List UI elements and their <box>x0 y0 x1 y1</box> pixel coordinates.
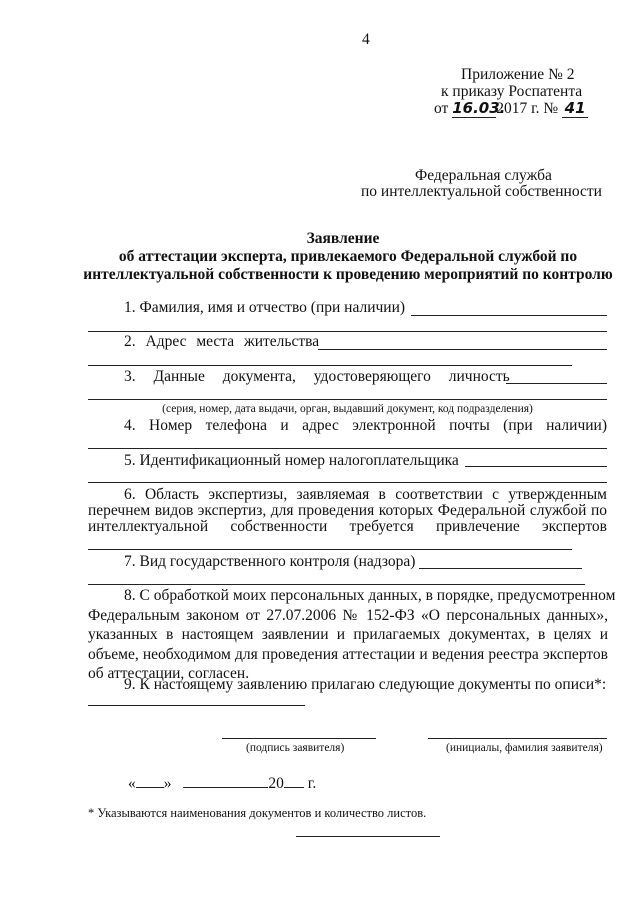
item-9-label: 9. К настоящему заявлению прилагаю следующие документы по описи*: <box>124 676 607 693</box>
item-3-field[interactable] <box>506 383 607 384</box>
item-7-field-continued[interactable] <box>88 584 585 585</box>
year-field[interactable] <box>284 773 304 788</box>
day-field[interactable] <box>136 773 164 788</box>
item-5-field-continued[interactable] <box>88 482 607 483</box>
heading-line-2: об аттестации эксперта, привлекаемого Федеральной службой по <box>118 248 578 265</box>
name-field[interactable] <box>428 738 607 739</box>
appendix-from: от <box>434 100 449 117</box>
name-label: (инициалы, фамилия заявителя) <box>446 742 603 754</box>
item-2-field-continued[interactable] <box>88 365 572 366</box>
item-8-line-2: Федеральным законом от 27.07.2006 № 152-ФЗ «О персональных данных», <box>88 606 608 624</box>
item-8-line-5: об аттестации, согласен. <box>88 665 250 682</box>
signature-field[interactable] <box>222 738 376 739</box>
appendix-line-2: к приказу Роспатента <box>441 83 583 100</box>
document-title: Заявление <box>306 230 380 247</box>
appendix-handwritten-date: 16.03. <box>452 99 506 117</box>
page-number: 4 <box>362 31 370 48</box>
item-8-paragraph <box>88 586 616 684</box>
appendix-year: 2017 г. № <box>496 100 559 117</box>
item-8-line-1: 8. С обработкой моих персональных данных, в порядке, предусмотренном <box>124 587 616 604</box>
item-7-label: 7. Вид государственного контроля (надзора) <box>124 553 416 570</box>
appendix-handwritten-number: 41 <box>562 99 588 118</box>
item-3-hint: (серия, номер, дата выдачи, орган, выдавший документ, код подразделения) <box>162 403 533 415</box>
footnote-rule <box>296 836 440 837</box>
year-suffix: г. <box>307 775 317 792</box>
item-4-label: 4. Номер телефона и адрес электронной почты (при наличии) <box>124 417 607 434</box>
date-open-quote: « <box>128 775 136 792</box>
item-1-label: 1. Фамилия, имя и отчество (при наличии) <box>124 299 406 316</box>
item-6-line-3: интеллектуальной собственности требуется привлечение экспертов <box>88 518 607 535</box>
item-5-label: 5. Идентификационный номер налогоплательщика <box>124 452 459 469</box>
item-8-line-3: указанных в настоящем заявлении и прилагаемых документах, в целях и <box>88 626 608 643</box>
item-7-field[interactable] <box>419 568 582 569</box>
item-1-field-continued[interactable] <box>88 331 607 332</box>
item-3-label: 3. Данные документа, удостоверяющего личность <box>124 368 510 385</box>
date-line <box>128 773 316 793</box>
item-4-field[interactable] <box>88 448 607 449</box>
item-2-label: 2. Адрес места жительства <box>124 333 320 350</box>
item-8-line-4: объеме, необходимом для проведения аттестации и ведения реестра экспертов <box>88 645 608 663</box>
addressee-line-2: по интеллектуальной собственности <box>361 183 602 200</box>
item-5-field[interactable] <box>465 466 607 467</box>
item-1-field[interactable] <box>411 315 607 316</box>
appendix-order-line <box>434 99 588 118</box>
item-6-line-1: 6. Область экспертизы, заявляемая в соответствии с утвержденным <box>124 486 607 503</box>
footnote: * Указываются наименования документов и количество листов. <box>88 806 427 820</box>
item-2-field[interactable] <box>318 349 607 350</box>
month-field[interactable] <box>183 773 268 788</box>
item-3-field-continued[interactable] <box>88 399 607 400</box>
addressee-line-1: Федеральная служба <box>415 167 552 184</box>
item-9-field[interactable] <box>88 705 305 706</box>
item-6-field[interactable] <box>88 549 572 550</box>
item-6-line-2: перечнем видов экспертиз, для проведения которых Федеральной службой по <box>88 502 607 519</box>
appendix-line-1: Приложение № 2 <box>461 66 575 83</box>
heading-line-3: интеллектуальной собственности к проведению мероприятий по контролю <box>83 266 613 283</box>
date-close-quote: » <box>163 775 172 792</box>
signature-label: (подпись заявителя) <box>246 742 345 754</box>
year-prefix: 20 <box>268 775 284 792</box>
